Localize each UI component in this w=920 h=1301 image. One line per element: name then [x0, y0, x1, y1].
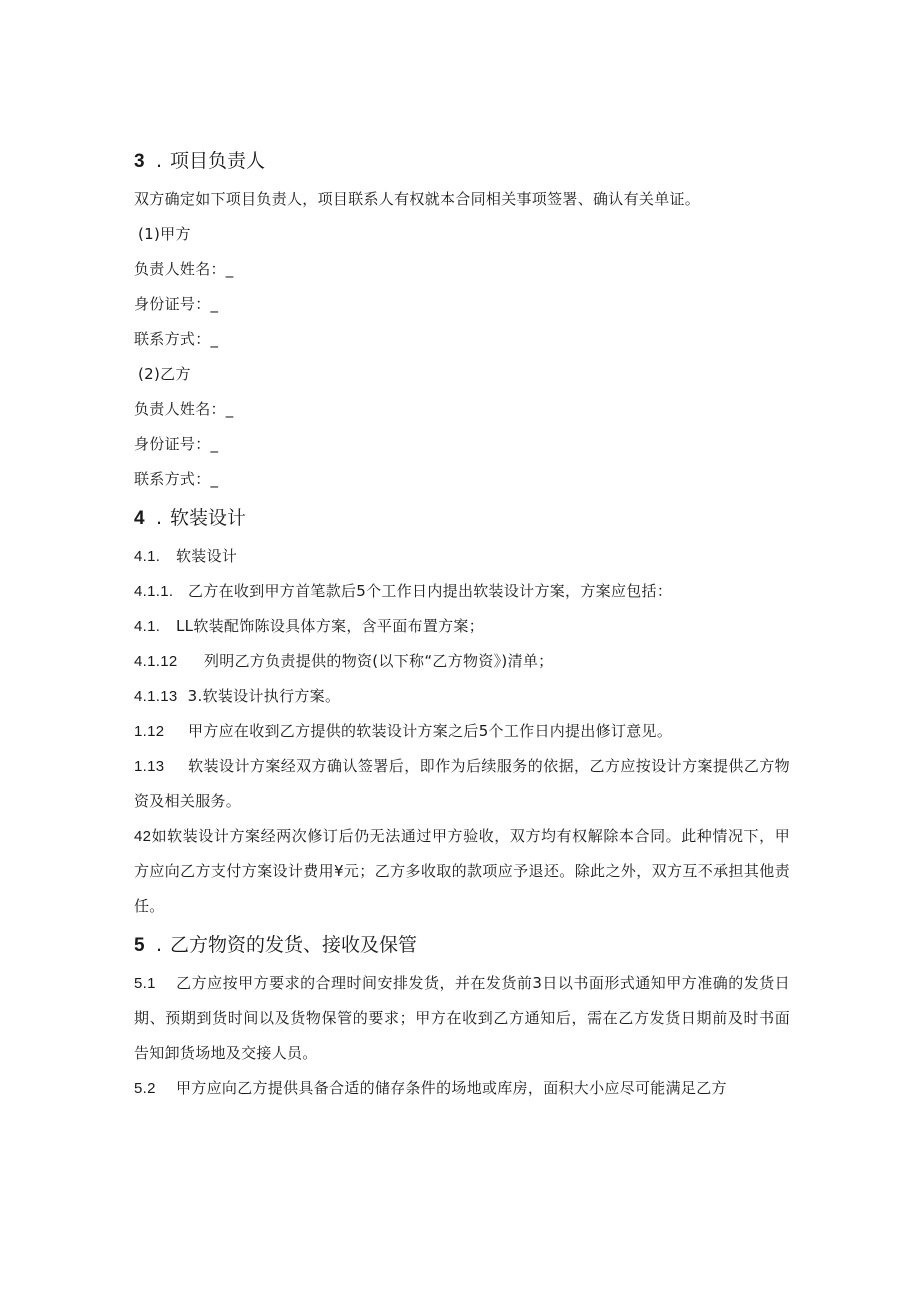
- clause-text: 乙方在收到甲方首笔款后5个工作日内提出软装设计方案，方案应包括：: [188, 582, 673, 600]
- party-a-contact-field: 联系方式：_: [134, 330, 219, 348]
- clause-4-1-1: [134, 574, 790, 609]
- party-a-name-field: 负责人姓名：_: [134, 260, 234, 278]
- section-dot: .: [156, 150, 163, 172]
- party-a-label: (1)甲方: [138, 225, 191, 243]
- clause-number: 5.1: [134, 975, 156, 992]
- clause-1-13: [134, 749, 790, 819]
- clause-number: 4.1.1.: [134, 583, 174, 600]
- clause-number: 4.1.: [134, 548, 161, 565]
- clause-number: 5.2: [134, 1080, 156, 1097]
- clause-1-12: [134, 714, 790, 749]
- clause-4-1: [134, 539, 790, 574]
- clause-number: 4.1.13: [134, 688, 178, 705]
- party-a-id-field: 身份证号：_: [134, 295, 219, 313]
- clause-number: 1.12: [134, 723, 165, 740]
- clause-4-2: [134, 819, 790, 924]
- clause-text: LL软装配饰陈设具体方案，含平面布置方案；: [176, 617, 485, 635]
- section-title: 乙方物资的发货、接收及保管: [170, 934, 418, 956]
- section-title: 软装设计: [170, 507, 247, 529]
- clause-text: 如软装设计方案经两次修订后仍无法通过甲方验收，双方均有权解除本合同。此种情况下，甲方应向乙方支付方案设计费用¥元；乙方多收取的款项应予退还。除此之外，双方互不承担其他责任。: [134, 827, 790, 915]
- section-title: 项目负责人: [170, 150, 266, 172]
- section-3-intro: 双方确定如下项目负责人，项目联系人有权就本合同相关事项签署、确认有关单证。: [134, 190, 701, 208]
- clause-number: 42: [134, 828, 152, 845]
- party-b-label: (2)乙方: [138, 365, 191, 383]
- section-dot: .: [156, 934, 163, 956]
- clause-text: 3.软装设计执行方案。: [187, 687, 341, 705]
- clause-text: 甲方应向乙方提供具备合适的储存条件的场地或库房，面积大小应尽可能满足乙方: [176, 1079, 727, 1097]
- section-number: 5: [134, 935, 145, 956]
- clause-4-1-ll: [134, 609, 790, 644]
- clause-text: 软装设计方案经双方确认签署后，即作为后续服务的依据，乙方应按设计方案提供乙方物资及相关服务。: [134, 757, 790, 810]
- clause-4-1-12: [134, 644, 790, 679]
- clause-text: 软装设计: [176, 547, 238, 565]
- clause-number: 1.13: [134, 758, 165, 775]
- clause-5-1: [134, 966, 790, 1071]
- section-number: 4: [134, 508, 145, 529]
- party-b-name-field: 负责人姓名：_: [134, 400, 234, 418]
- clause-text: 列明乙方负责提供的物资(以下称“乙方物资》)清单；: [204, 652, 554, 670]
- party-b-id-field: 身份证号：_: [134, 435, 219, 453]
- clause-4-1-13: [134, 679, 790, 714]
- clause-5-2: [134, 1071, 790, 1106]
- section-number: 3: [134, 151, 145, 172]
- section-3-heading: [134, 146, 790, 176]
- contract-page: [134, 146, 790, 1106]
- clause-number: 4.1.: [134, 618, 161, 635]
- clause-text: 乙方应按甲方要求的合理时间安排发货，并在发货前3日以书面形式通知甲方准确的发货日期、预期到货时间以及货物保管的要求；甲方在收到乙方通知后，需在乙方发货日期前及时书面告知卸货场地及交接人员。: [134, 974, 790, 1062]
- clause-text: 甲方应在收到乙方提供的软装设计方案之后5个工作日内提出修订意见。: [188, 722, 673, 740]
- section-5-heading: [134, 930, 790, 960]
- section-4-heading: [134, 503, 790, 533]
- party-b-contact-field: 联系方式：_: [134, 470, 219, 488]
- section-dot: .: [156, 507, 163, 529]
- clause-number: 4.1.12: [134, 653, 178, 670]
